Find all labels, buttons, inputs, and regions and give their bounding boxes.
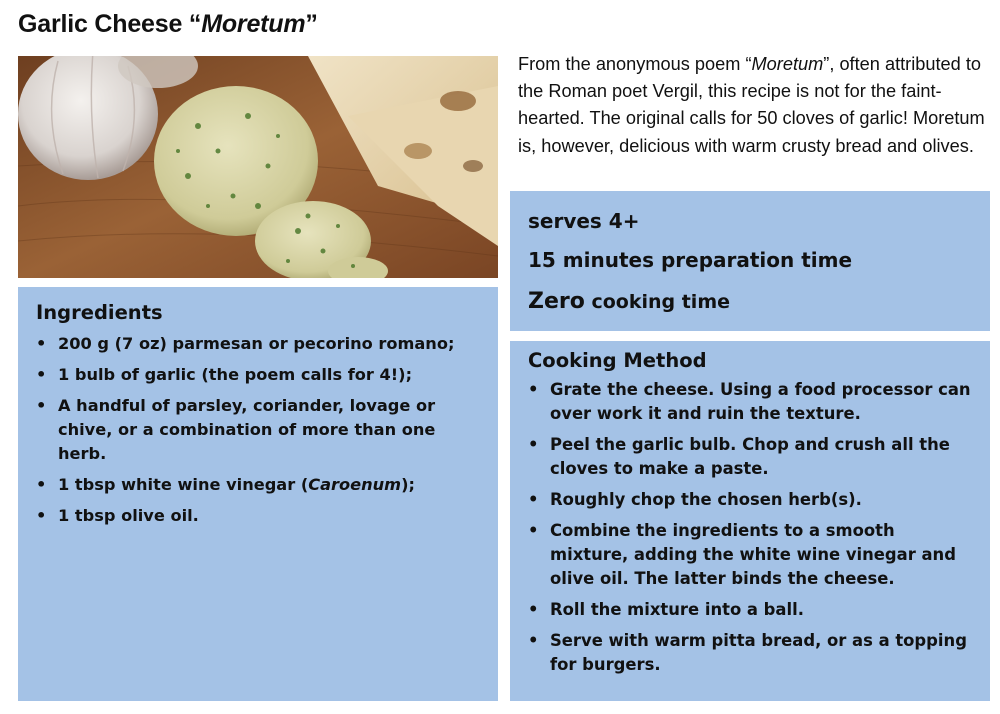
method-heading: Cooking Method (528, 349, 707, 372)
title-recipe-name: Moretum (201, 10, 306, 38)
recipe-title (18, 10, 318, 39)
intro-poem-name: Moretum (751, 54, 824, 74)
ingredient-item: • 200 g (7 oz) parmesan or pecorino romano; (36, 332, 480, 356)
summary-panel (510, 191, 990, 331)
ingredients-panel (18, 287, 498, 701)
intro-rest: ”, often attributed to the Roman poet Vergil, this recipe is not for the faint-hearted. The original calls for 50 cloves of garlic! Moretum is, however, delicious with warm crusty bread and olives. (518, 54, 985, 156)
prep-time: 15 minutes preparation time (528, 248, 853, 272)
cooking-time-label: cooking time (584, 291, 730, 313)
method-step: • Peel the garlic bulb. Chop and crush all the cloves to make a paste. (528, 433, 972, 481)
method-step: • Roughly chop the chosen herb(s). (528, 488, 972, 512)
method-steps (528, 378, 972, 677)
ingredient-item: • 1 tbsp olive oil. (36, 504, 480, 528)
moretum-photo (18, 56, 498, 278)
intro-text (518, 51, 986, 160)
moretum-photo-illustration (18, 56, 498, 278)
ingredient-latin-name: Caroenum (308, 475, 402, 494)
method-step: • Roll the mixture into a ball. (528, 598, 972, 622)
serves-count: serves 4+ (528, 209, 640, 233)
intro-lead: From the anonymous poem “ (518, 54, 752, 74)
cooking-time (528, 281, 972, 324)
ingredient-text: ); (401, 475, 415, 494)
title-prefix: Garlic Cheese (18, 10, 189, 38)
title-open-quote: “ (188, 10, 202, 38)
method-step: • Grate the cheese. Using a food processor can over work it and ruin the texture. (528, 378, 972, 426)
ingredient-item (36, 473, 480, 497)
ingredient-item: • A handful of parsley, coriander, lovage or chive, or a combination of more than one herb. (36, 394, 480, 466)
ingredient-item: • 1 bulb of garlic (the poem calls for 4!); (36, 363, 480, 387)
method-step: • Combine the ingredients to a smooth mixture, adding the white wine vinegar and olive oil. The latter binds the cheese. (528, 519, 972, 591)
cooking-time-value: Zero (528, 289, 585, 314)
ingredient-text: 1 tbsp white wine vinegar ( (58, 475, 309, 494)
title-close-quote: ” (305, 10, 318, 38)
method-step: • Serve with warm pitta bread, or as a topping for burgers. (528, 629, 972, 677)
ingredients-list (36, 332, 480, 528)
method-panel (510, 341, 990, 701)
ingredients-heading: Ingredients (36, 301, 163, 324)
